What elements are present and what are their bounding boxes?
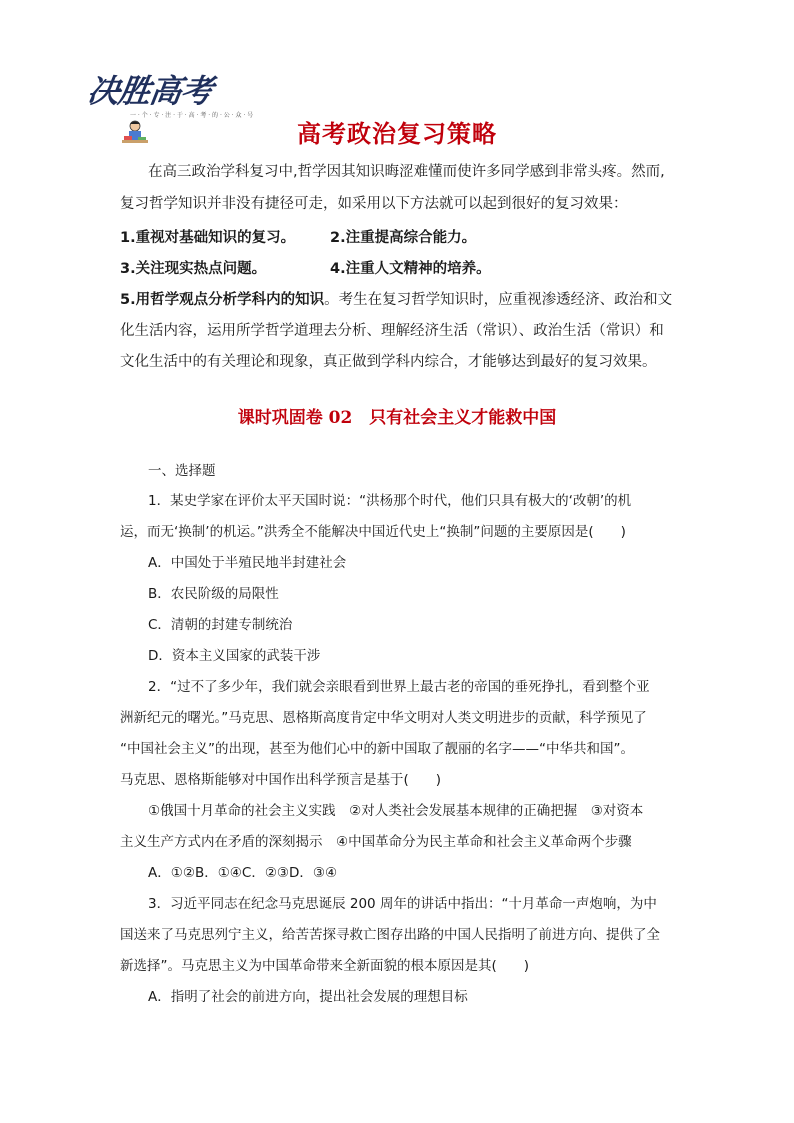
q2-answers: A．①②B．①④C．②③D．③④ bbox=[148, 865, 338, 881]
q2-line-4: 马克思、恩格斯能够对中国作出科学预言是基于( ) bbox=[120, 772, 442, 788]
tip-5 bbox=[120, 290, 680, 310]
q2-statements-2: 主义生产方式内在矛盾的深刻揭示 ④中国革命分为民主革命和社会主义革命两个步骤 bbox=[120, 834, 632, 850]
logo-text: 决胜高考 bbox=[85, 72, 215, 110]
q3-option-a: A．指明了社会的前进方向，提出社会发展的理想目标 bbox=[148, 989, 468, 1005]
q1-line-2: 运，而无‘换制’的机运。”洪秀全不能解决中国近代史上“换制”问题的主要原因是( ) bbox=[120, 524, 626, 540]
q1-line-1: 1．某史学家在评价太平天国时说：“洪杨那个时代，他们只具有极大的‘改朝’的机 bbox=[148, 493, 632, 509]
intro-line-1: 在高三政治学科复习中,哲学因其知识晦涩难懂而使许多同学感到非常头疼。然而, bbox=[148, 164, 665, 180]
q1-option-a: A．中国处于半殖民地半封建社会 bbox=[148, 555, 347, 571]
tip-5-rest: 。考生在复习哲学知识时，应重视渗透经济、政治和文 bbox=[324, 292, 673, 308]
section-heading: 一、选择题 bbox=[148, 463, 216, 479]
q1-option-d: D．资本主义国家的武装干涉 bbox=[148, 648, 321, 664]
tip-3: 3.关注现实热点问题。 bbox=[120, 261, 267, 277]
logo-subtext: 一 · 个 · 专 · 注 · 于 · 高 · 考 · 的 · 公 · 众 · 号 bbox=[130, 112, 254, 119]
tip-5-lead: 5.用哲学观点分析学科内的知识 bbox=[120, 292, 325, 308]
q2-statements-1: ①俄国十月革命的社会主义实践 ②对人类社会发展基本规律的正确把握 ③对资本 bbox=[148, 803, 644, 819]
q2-line-3: “中国社会主义”的出现，甚至为他们心中的新中国取了靓丽的名字——“中华共和国”。 bbox=[120, 741, 634, 757]
intro-line-7: 文化生活中的有关理论和现象，真正做到学科内综合，才能够达到最好的复习效果。 bbox=[120, 354, 657, 370]
tip-4: 4.注重人文精神的培养。 bbox=[330, 261, 491, 277]
q3-line-1: 3．习近平同志在纪念马克思诞辰 200 周年的讲话中指出：“十月革命一声炮响，为中 bbox=[148, 896, 657, 912]
section-title: 课时巩固卷 02 只有社会主义才能救中国 bbox=[237, 408, 557, 428]
intro-line-2: 复习哲学知识并非没有捷径可走，如采用以下方法就可以起到很好的复习效果： bbox=[120, 196, 628, 212]
tip-2: 2.注重提高综合能力。 bbox=[330, 230, 477, 246]
q2-line-1: 2．“过不了多少年，我们就会亲眼看到世界上最古老的帝国的垂死挣扎，看到整个亚 bbox=[148, 679, 650, 695]
q3-line-3: 新选择”。马克思主义为中国革命带来全新面貌的根本原因是其( ) bbox=[120, 958, 530, 974]
page-title: 高考政治复习策略 bbox=[297, 120, 497, 148]
q3-line-2: 国送来了马克思列宁主义，给苦苦探寻救亡图存出路的中国人民指明了前进方向、提供了全 bbox=[120, 927, 660, 943]
q1-option-b: B．农民阶级的局限性 bbox=[148, 586, 279, 602]
q2-line-2: 洲新纪元的曙光。”马克思、恩格斯高度肯定中华文明对人类文明进步的贡献，科学预见了 bbox=[120, 710, 647, 726]
intro-line-6: 化生活内容，运用所学哲学道理去分析、理解经济生活（常识）、政治生活（常识）和 bbox=[120, 323, 664, 339]
q1-option-c: C．清朝的封建专制统治 bbox=[148, 617, 293, 633]
tip-1: 1.重视对基础知识的复习。 bbox=[120, 230, 296, 246]
